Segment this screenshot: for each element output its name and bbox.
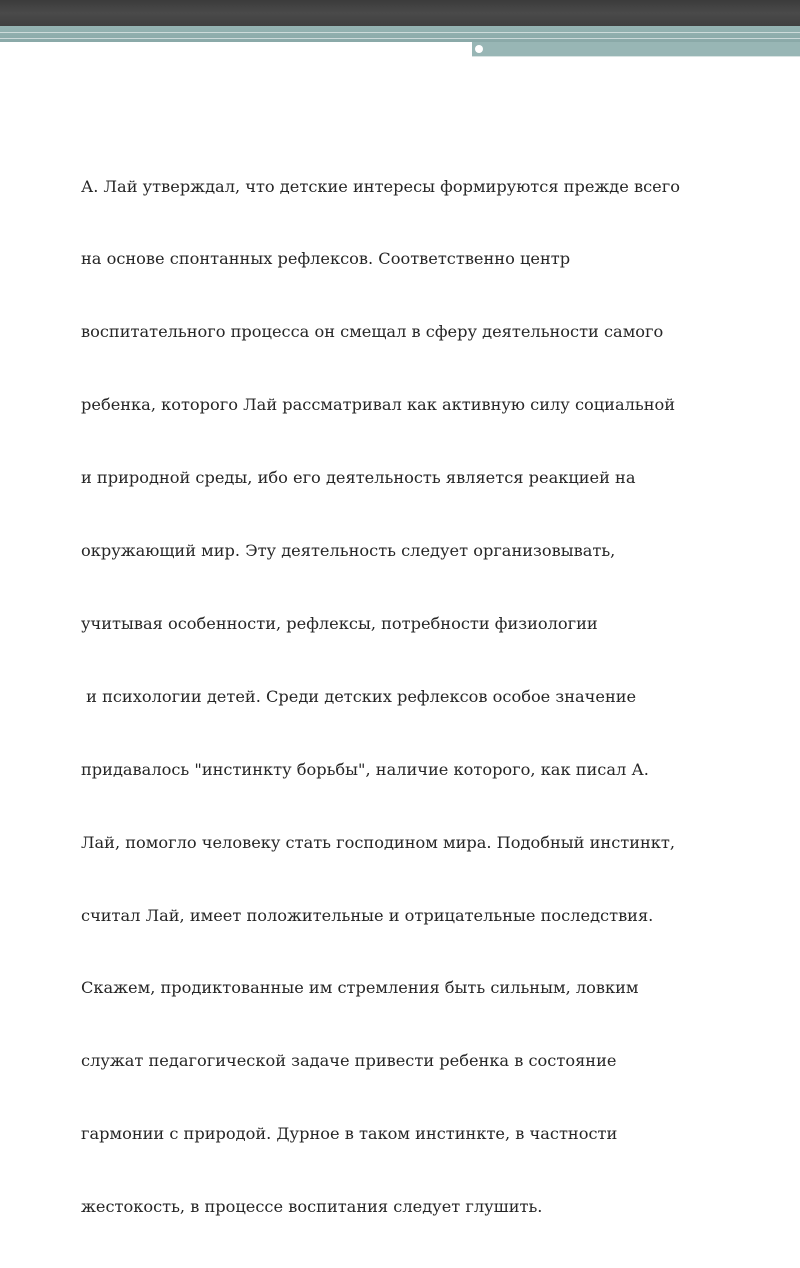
header-bar bbox=[0, 0, 800, 26]
text-line: учитывая особенности, рефлексы, потребности физиологии bbox=[81, 613, 598, 633]
slide-body-text bbox=[81, 126, 741, 1268]
text-line: на основе спонтанных рефлексов. Соответственно центр bbox=[81, 249, 571, 269]
header-tab bbox=[472, 42, 800, 57]
text-line: гармонии с природой. Дурное в таком инстинкте, в частности bbox=[81, 1124, 618, 1144]
text-line: А. Лай утверждал, что детские интересы формируются прежде всего bbox=[81, 176, 680, 196]
header-accent-band bbox=[0, 26, 800, 42]
text-line: Лай, помогло человеку стать господином мира. Подобный инстинкт, bbox=[81, 832, 676, 852]
text-line: окружающий мир. Эту деятельность следует организовывать, bbox=[81, 541, 616, 561]
text-line: считал Лай, имеет положительные и отрицательные последствия. bbox=[81, 905, 654, 925]
accent-stripe bbox=[0, 32, 800, 33]
accent-stripe bbox=[0, 38, 800, 39]
text-line: ребенка, которого Лай рассматривал как активную силу социальной bbox=[81, 395, 676, 415]
text-line: и психологии детей. Среди детских рефлексов особое значение bbox=[81, 686, 637, 706]
text-line: и природной среды, ибо его деятельность является реакцией на bbox=[81, 468, 636, 488]
text-line: служат педагогической задаче привести ребенка в состояние bbox=[81, 1051, 617, 1071]
tab-hole-icon bbox=[475, 45, 483, 53]
text-line: жестокость, в процессе воспитания следует глушить. bbox=[81, 1197, 543, 1217]
text-line: придавалось "инстинкту борьбы", наличие которого, как писал А. bbox=[81, 759, 649, 779]
text-line: воспитательного процесса он смещал в сферу деятельности самого bbox=[81, 322, 664, 342]
text-line: Скажем, продиктованные им стремления быть сильным, ловким bbox=[81, 978, 639, 998]
